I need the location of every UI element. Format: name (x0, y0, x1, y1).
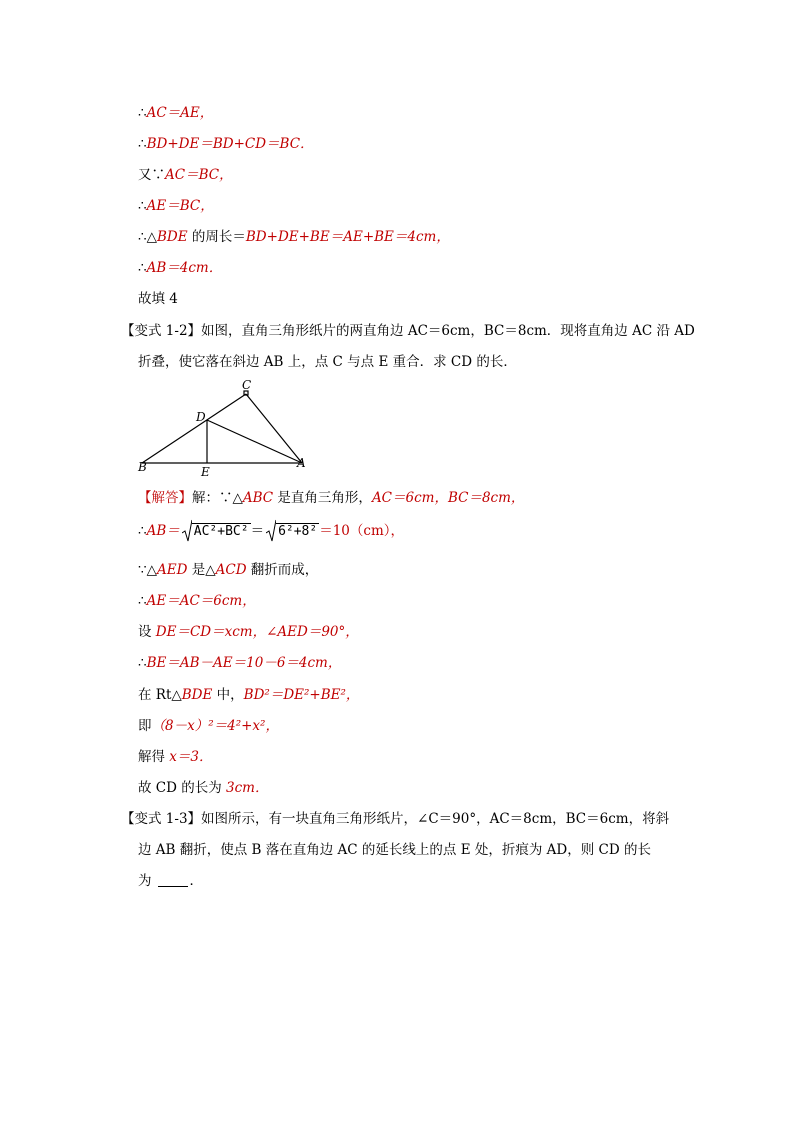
label-a: A (297, 456, 306, 470)
label-e: E (201, 465, 210, 477)
text: 如图所示，有一块直角三角形纸片，∠C＝90°，AC＝8cm，BC＝6cm，将斜 (201, 811, 670, 827)
text: BE＝AB－AE＝10－6＝4cm， (146, 655, 342, 671)
text: ∴ (138, 655, 147, 671)
text: 解得 (138, 749, 170, 765)
text: 故 CD 的长为 (138, 780, 227, 796)
radical-sign-icon (182, 519, 192, 543)
text: ABC (242, 490, 274, 506)
triangle-figure (130, 377, 320, 477)
text: BDE (181, 687, 213, 703)
proof-line-5 (138, 228, 450, 246)
proof-line-3 (138, 166, 233, 184)
text: BD+DE＝BD+CD＝BC． (146, 136, 314, 152)
answer-line-4 (138, 592, 256, 610)
text: ∴ (138, 523, 147, 539)
variant-tag: 【变式 1-2】 (121, 323, 202, 339)
proof-line-1 (138, 104, 213, 122)
text: 又∵ (138, 167, 165, 183)
text: ＝10（cm）， (319, 523, 404, 539)
text: 是直角三角形， (273, 490, 372, 506)
text: 解：∵△ (192, 490, 243, 506)
segment-bc (142, 394, 246, 463)
text: AC＝AE， (146, 105, 214, 121)
proof-line-7 (138, 290, 178, 308)
answer-line-10 (138, 779, 268, 797)
text: 如图，直角三角形纸片的两直角边 AC＝6cm，BC＝8cm．现将直角边 AC 沿 AD (201, 323, 695, 339)
answer-blank[interactable] (158, 874, 188, 887)
text: ∴ (138, 593, 147, 609)
text: BDE (156, 229, 188, 245)
variant-1-3-question-line-2 (138, 841, 651, 859)
answer-line-3 (138, 561, 318, 579)
radical-sign-icon (266, 519, 276, 543)
text: （8－x）²＝4²+x²， (151, 718, 279, 734)
text: ∴ (138, 136, 147, 152)
text: ∴ (138, 198, 147, 214)
label-b: B (138, 460, 147, 474)
segment-ca (246, 394, 302, 463)
text: ∴△ (138, 229, 157, 245)
answer-tag: 【解答】 (138, 490, 192, 506)
answer-line-2 (138, 522, 404, 541)
text: ∴ (138, 105, 147, 121)
variant-tag: 【变式 1-3】 (121, 811, 202, 827)
variant-1-3-question-line-1 (121, 810, 669, 828)
text: AC＝BC， (165, 167, 233, 183)
label-c: C (242, 378, 252, 392)
text: ∵△ (138, 562, 157, 578)
answer-line-9 (138, 748, 213, 766)
text: ． (189, 873, 203, 889)
answer-line-5 (138, 623, 359, 641)
text: DE＝CD＝xcm，∠AED＝90°， (155, 624, 359, 640)
text: ＝ (250, 523, 265, 539)
text: AE＝BC， (146, 198, 214, 214)
text: 在 Rt△ (138, 687, 182, 703)
answer-line-8 (138, 717, 279, 735)
answer-line-1 (138, 489, 524, 507)
label-d: D (196, 410, 206, 424)
text: 是△ (187, 562, 216, 578)
text: 翻折而成， (246, 562, 319, 578)
sqrt-expression-2 (266, 522, 319, 541)
text: AED (156, 562, 188, 578)
text: BD+DE+BE＝AE+BE＝4cm， (245, 229, 450, 245)
sqrt-expression-1 (182, 522, 251, 541)
text: 故填 4 (138, 291, 178, 307)
proof-line-2 (138, 135, 314, 153)
text: 中， (212, 687, 244, 703)
text: 的周长＝ (187, 229, 246, 245)
text: ACD (215, 562, 247, 578)
proof-line-6 (138, 259, 222, 277)
text: ∴ (138, 260, 147, 276)
answer-line-6 (138, 654, 341, 672)
text: AB＝4cm． (146, 260, 223, 276)
text: x＝3． (169, 749, 213, 765)
text: 3cm． (226, 780, 269, 796)
text: AE＝AC＝6cm， (146, 593, 256, 609)
text: AB＝ (146, 523, 180, 539)
text: 折叠，使它落在斜边 AB 上，点 C 与点 E 重合．求 CD 的长． (138, 354, 517, 370)
text: 即 (138, 718, 152, 734)
text: 设 (138, 624, 156, 640)
variant-1-2-question-line-2 (138, 353, 517, 371)
proof-line-4 (138, 197, 214, 215)
variant-1-3-question-line-3 (138, 872, 203, 890)
text: 为 (138, 873, 152, 889)
answer-line-7 (138, 686, 359, 704)
variant-1-2-question-line-1 (121, 322, 695, 340)
text: 边 AB 翻折，使点 B 落在直角边 AC 的延长线上的点 E 处，折痕为 AD，则 CD 的长 (138, 842, 651, 858)
text: AC²+BC² (193, 524, 249, 539)
text: BD²＝DE²+BE²， (243, 687, 360, 703)
text: 6²+8² (278, 524, 318, 539)
segment-da (207, 420, 302, 463)
text: AC＝6cm，BC＝8cm， (371, 490, 525, 506)
